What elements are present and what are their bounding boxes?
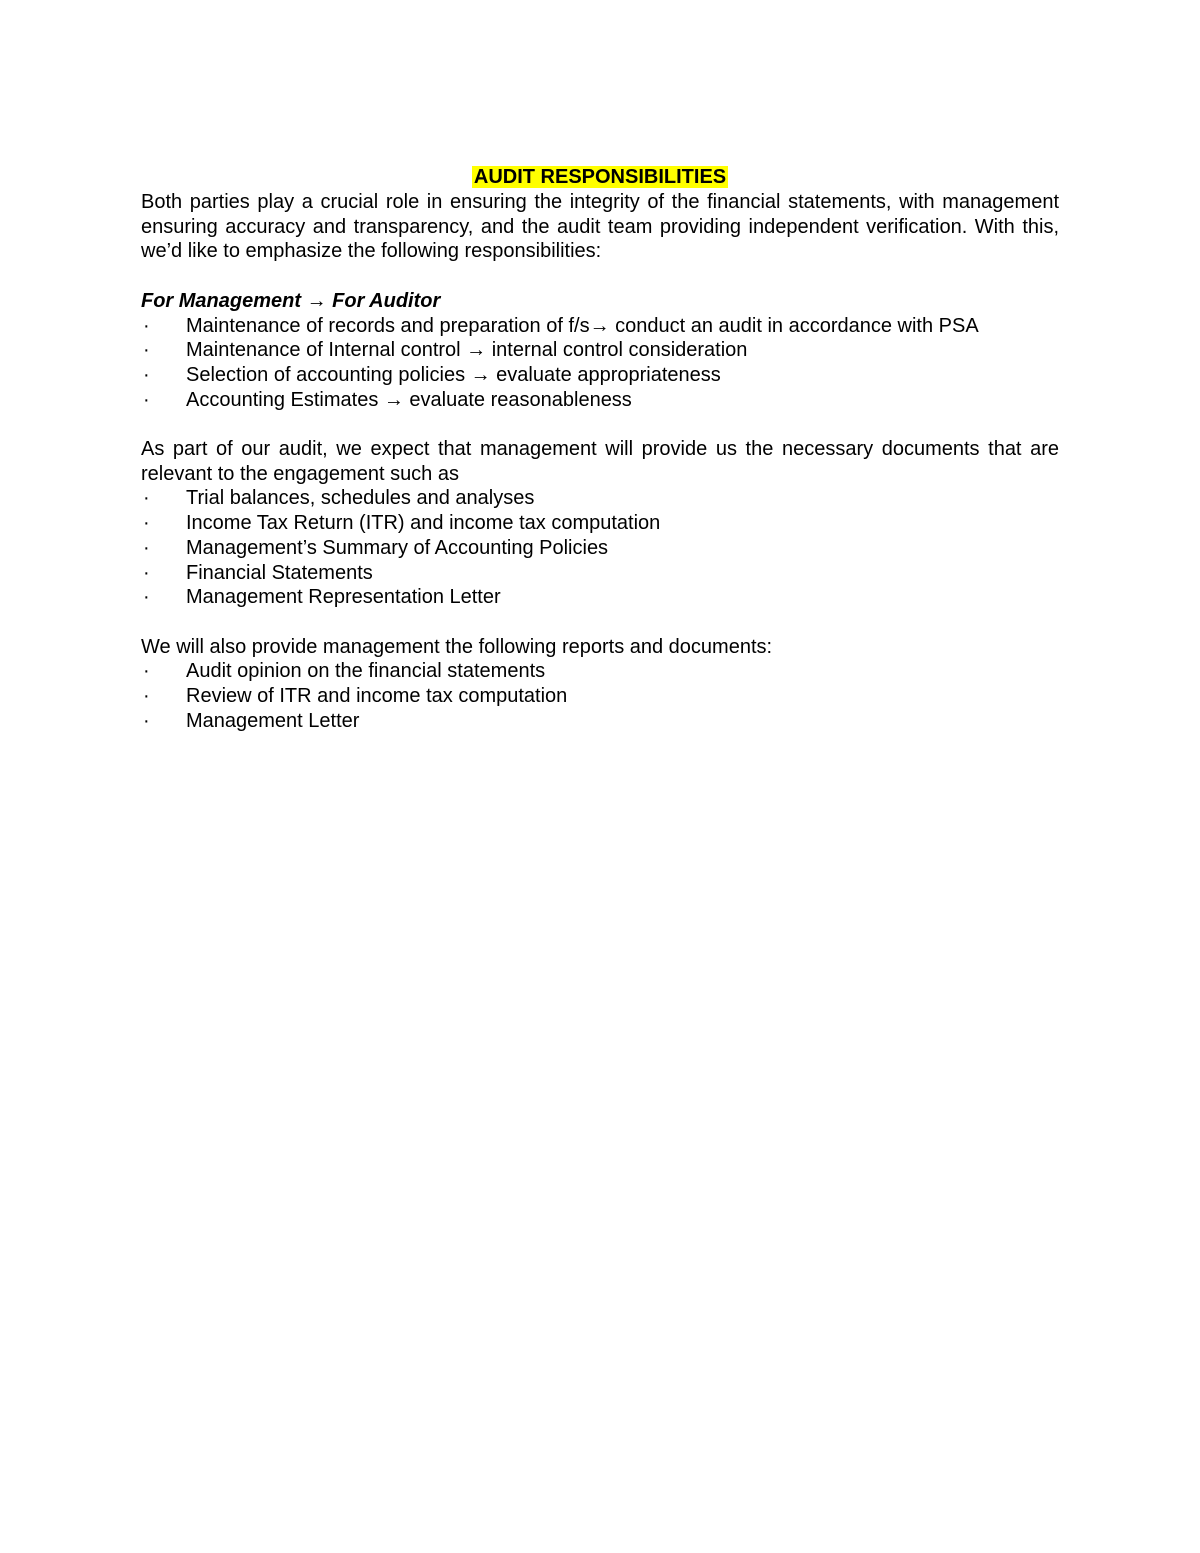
bullet-icon: · [143, 709, 150, 732]
list-item [141, 338, 1059, 363]
bullet-icon: · [143, 685, 150, 708]
list-item-text: Trial balances, schedules and analyses [186, 487, 535, 510]
list-item [141, 585, 1059, 610]
list-item [141, 536, 1059, 561]
bullet-icon: · [143, 512, 150, 535]
list-item-text: Management Representation Letter [186, 586, 501, 609]
reports-list [141, 659, 1059, 733]
reports-intro-paragraph: We will also provide management the following reports and documents: [141, 635, 773, 658]
list-item-text: Management Letter [186, 709, 360, 732]
bullet-icon: · [143, 536, 150, 559]
spacer [141, 412, 1059, 437]
documents-list [141, 486, 1059, 610]
list-item [141, 659, 1059, 684]
bullet-icon: · [143, 363, 150, 386]
list-item [141, 363, 1059, 388]
bullet-icon: · [143, 487, 150, 510]
spacer [141, 610, 1059, 635]
list-item-text: Audit opinion on the financial statements [186, 660, 546, 683]
list-item [141, 684, 1059, 709]
list-item [141, 511, 1059, 536]
list-item [141, 486, 1059, 511]
list-item [141, 388, 1059, 413]
list-item-text: Accounting Estimates → evaluate reasonableness [186, 388, 632, 411]
list-item-text: Review of ITR and income tax computation [186, 685, 568, 708]
title-row [141, 165, 1059, 190]
document-title: AUDIT RESPONSIBILITIES [473, 166, 727, 188]
list-item-text: Income Tax Return (ITR) and income tax computation [186, 512, 661, 535]
documents-intro-paragraph: As part of our audit, we expect that management will provide us the necessary documents that are relevant to the engagement such as [141, 438, 1059, 485]
intro-paragraph: Both parties play a crucial role in ensuring the integrity of the financial statements, with management ensuring accuracy and transparency, and the audit team providing independent verification. With this, we’d like to emphasize the following responsibilities: [141, 191, 1059, 263]
document-page [141, 165, 1059, 733]
bullet-icon: · [143, 660, 150, 683]
bullet-icon: · [143, 339, 150, 362]
spacer [141, 264, 1059, 289]
bullet-icon: · [143, 314, 150, 337]
bullet-icon: · [143, 388, 150, 411]
list-item-text: Maintenance of Internal control → internal control consideration [186, 339, 748, 362]
list-item-text: Selection of accounting policies → evaluate appropriateness [186, 363, 721, 386]
list-item-text: Financial Statements [186, 561, 373, 584]
responsibilities-list [141, 314, 1059, 413]
bullet-icon: · [143, 561, 150, 584]
list-item-text: Maintenance of records and preparation of f/s→ conduct an audit in accordance with PSA [186, 314, 979, 337]
list-item-text: Management’s Summary of Accounting Policies [186, 536, 609, 559]
responsibilities-heading: For Management → For Auditor [141, 289, 441, 312]
list-item [141, 314, 1059, 339]
list-item [141, 561, 1059, 586]
bullet-icon: · [143, 586, 150, 609]
list-item [141, 709, 1059, 734]
